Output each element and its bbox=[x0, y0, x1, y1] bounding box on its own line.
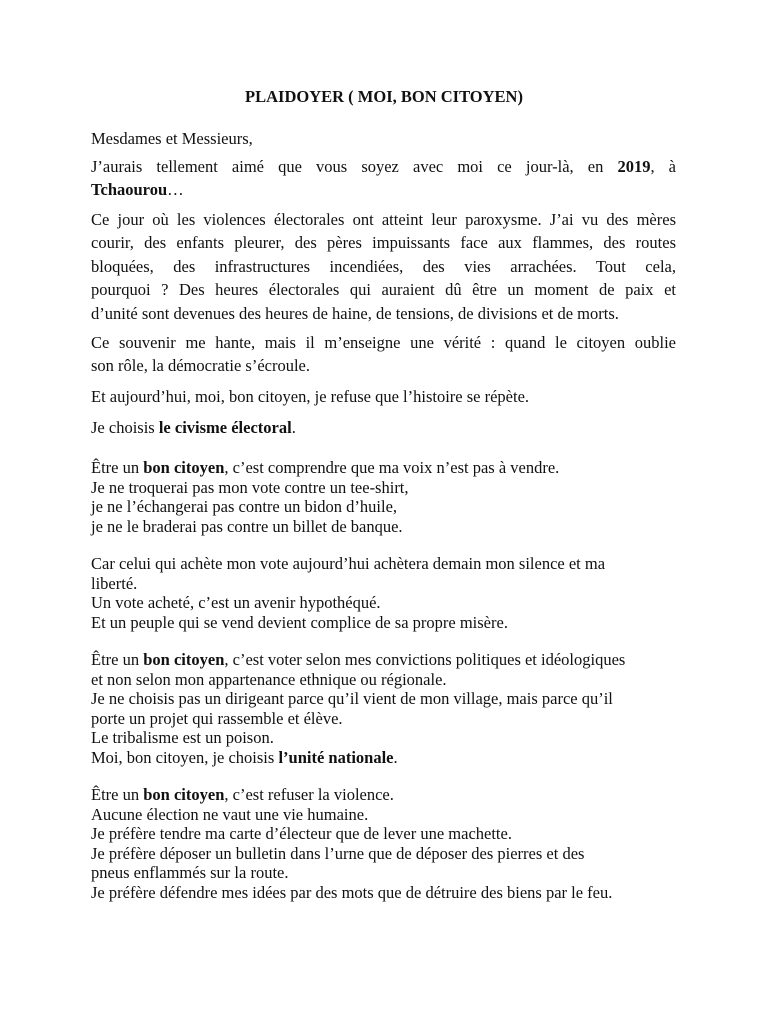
paragraph-line: courir, des enfants pleurer, des pères impuissants face aux flammes, des routes bbox=[91, 233, 676, 253]
paragraph-violences bbox=[91, 208, 676, 325]
section-line: Moi, bon citoyen, je choisis l’unité nationale. bbox=[91, 747, 398, 767]
year-bold: 2019 bbox=[617, 157, 651, 176]
section-line: Et un peuple qui se vend devient complice de sa propre misère. bbox=[91, 612, 508, 632]
section-line: porte un projet qui rassemble et élève. bbox=[91, 708, 343, 728]
bon-citoyen-bold: bon citoyen bbox=[143, 458, 225, 477]
paragraph-line: bloquées, des infrastructures incendiées, des vies arrachées. Tout cela, bbox=[91, 256, 676, 276]
paragraph-souvenir bbox=[91, 331, 676, 378]
paragraph-line: J’aurais tellement aimé que vous soyez avec moi ce jour-là, en 2019, à bbox=[91, 157, 676, 176]
section-line: Je préfère tendre ma carte d’électeur que de lever une machette. bbox=[91, 824, 512, 844]
paragraph-line: d’unité sont devenues des heures de haine, de tensions, de divisions et de morts. bbox=[91, 303, 619, 323]
section-line: Je ne troquerai pas mon vote contre un tee-shirt, bbox=[91, 477, 409, 497]
paragraph-aujourdhui: Et aujourd’hui, moi, bon citoyen, je refuse que l’histoire se répète. bbox=[91, 387, 530, 406]
section-line: Car celui qui achète mon vote aujourd’hui achètera demain mon silence et ma bbox=[91, 554, 606, 573]
document-title: PLAIDOYER ( MOI, BON CITOYEN) bbox=[245, 87, 523, 106]
section-line: Je ne choisis pas un dirigeant parce qu’il vient de mon village, mais parce qu’il bbox=[91, 689, 613, 709]
section-line: je ne le braderai pas contre un billet de banque. bbox=[91, 516, 403, 536]
section-line: Je préfère défendre mes idées par des mots que de détruire des biens par le feu. bbox=[91, 882, 613, 902]
section-line: et non selon mon appartenance ethnique ou régionale. bbox=[91, 669, 447, 689]
paragraph-line: Tchaourou… bbox=[91, 180, 184, 200]
salutation: Mesdames et Messieurs, bbox=[91, 129, 253, 148]
section-convictions bbox=[91, 650, 676, 768]
section-line: pneus enflammés sur la route. bbox=[91, 863, 289, 883]
civisme-bold: le civisme électoral bbox=[158, 418, 292, 437]
paragraph-line: Ce souvenir me hante, mais il m’enseigne une vérité : quand le citoyen oublie bbox=[91, 333, 676, 352]
place-bold: Tchaourou bbox=[91, 180, 168, 200]
section-lead: Être un bon citoyen, c’est comprendre que ma voix n’est pas à vendre. bbox=[91, 458, 560, 477]
section-non-violence bbox=[91, 785, 676, 903]
bon-citoyen-bold: bon citoyen bbox=[143, 785, 225, 804]
paragraph-line: son rôle, la démocratie s’écroule. bbox=[91, 356, 310, 376]
section-line: Aucune élection ne vaut une vie humaine. bbox=[91, 804, 369, 824]
paragraph-2019 bbox=[91, 155, 676, 202]
unite-nationale-bold: l’unité nationale bbox=[278, 747, 394, 767]
section-line: Je préfère déposer un bulletin dans l’urne que de déposer des pierres et des bbox=[91, 843, 585, 863]
paragraph-line: pourquoi ? Des heures électorales qui auraient dû être un moment de paix et bbox=[91, 280, 676, 300]
section-line: Le tribalisme est un poison. bbox=[91, 728, 274, 748]
section-lead: Être un bon citoyen, c’est voter selon mes convictions politiques et idéologiques bbox=[91, 650, 626, 669]
section-line: liberté. bbox=[91, 573, 138, 593]
section-line: je ne l’échangerai pas contre un bidon d’huile, bbox=[91, 497, 398, 517]
paragraph-line: Ce jour où les violences électorales ont atteint leur paroxysme. J’ai vu des mères bbox=[91, 210, 676, 229]
section-lead: Être un bon citoyen, c’est refuser la violence. bbox=[91, 785, 394, 804]
paragraph-civisme: Je choisis le civisme électoral. bbox=[91, 418, 296, 437]
section-vote-achete bbox=[91, 554, 676, 632]
bon-citoyen-bold: bon citoyen bbox=[143, 650, 225, 669]
section-vote-not-for-sale bbox=[91, 458, 676, 536]
section-line: Un vote acheté, c’est un avenir hypothéqué. bbox=[91, 593, 381, 613]
